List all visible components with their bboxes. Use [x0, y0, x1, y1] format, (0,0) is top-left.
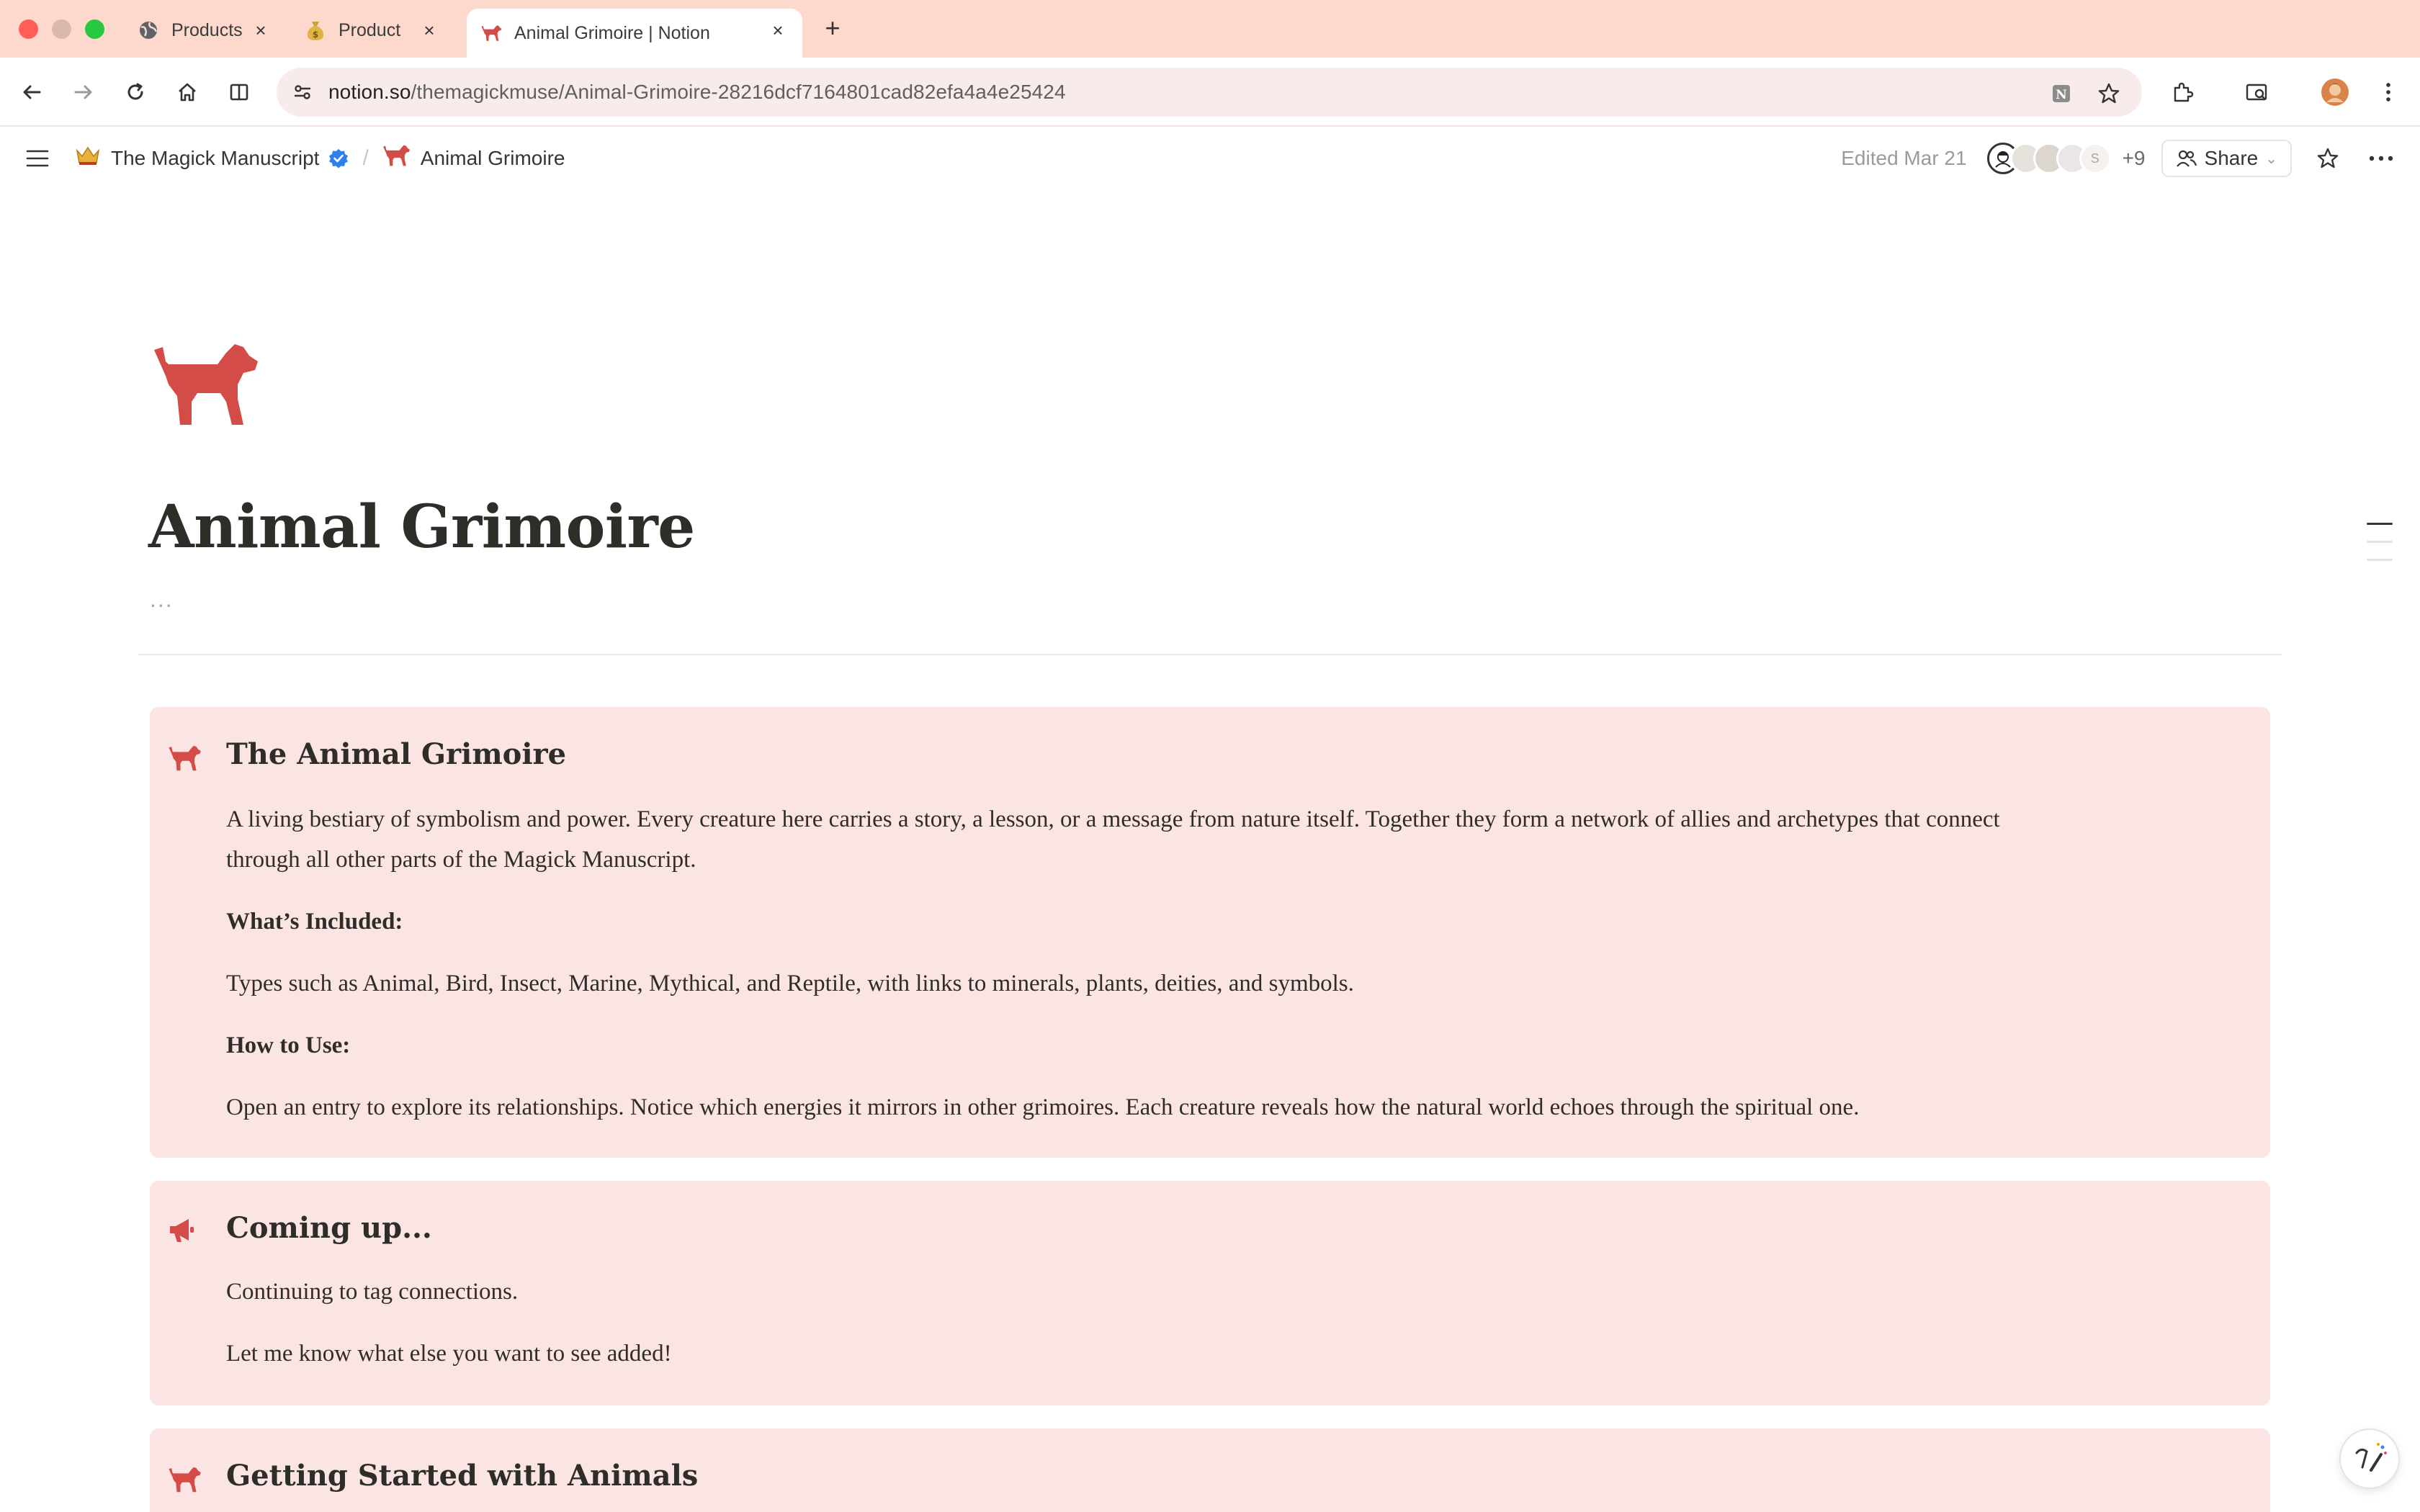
home-icon: [176, 81, 198, 103]
globe-icon: [137, 19, 160, 42]
tab-label: Product: [339, 19, 401, 40]
page-options-button[interactable]: [2364, 141, 2398, 176]
megaphone-icon: [167, 1217, 202, 1246]
close-icon[interactable]: ×: [424, 19, 435, 41]
arrow-left-icon: [21, 81, 42, 103]
toc-line: [2367, 523, 2393, 525]
chevron-down-icon: ⌄: [2265, 150, 2277, 167]
forward-button[interactable]: [68, 76, 99, 108]
arrow-right-icon: [73, 81, 94, 103]
reload-button[interactable]: [120, 76, 151, 108]
dog-icon: [480, 22, 503, 45]
callout-text: A living bestiary of symbolism and power. Every creature here carries a story, a lesson, or a message from nature itself. Together they form a network of allies and archetypes that connect: [226, 806, 2000, 832]
tab-search-button[interactable]: [2241, 76, 2273, 108]
viewer-avatars[interactable]: [1987, 143, 2111, 174]
browser-tab-animal-grimoire[interactable]: [467, 9, 802, 58]
callout-text: Open an entry to explore its relationships. Notice which energies it mirrors in other grimoires. Each creature reveals how the natural world echoes through the spiritual one.: [226, 1094, 1860, 1120]
callout-heading: Getting Started with Animals: [226, 1459, 699, 1493]
reload-icon: [125, 81, 146, 103]
dog-icon: [167, 1466, 202, 1495]
browser-tab-product[interactable]: [301, 9, 454, 52]
notion-ai-button[interactable]: [2339, 1428, 2400, 1489]
new-tab-button[interactable]: +: [825, 13, 841, 42]
back-button[interactable]: [16, 76, 48, 108]
tab-label: Products: [171, 19, 243, 40]
callout-coming-up: [150, 1181, 2270, 1405]
notion-extension-icon[interactable]: [2045, 78, 2077, 109]
breadcrumb-separator: /: [362, 146, 369, 170]
avatar: S: [2079, 143, 2111, 174]
site-info-icon[interactable]: [287, 76, 318, 108]
callout-subheading: How to Use:: [226, 1032, 351, 1058]
verified-badge-icon: [328, 148, 349, 169]
cast-search-icon: [2245, 81, 2269, 104]
close-icon[interactable]: ×: [255, 19, 266, 41]
dog-icon: [148, 341, 261, 428]
more-horizontal-icon: [2369, 156, 2393, 161]
topbar-actions: [1841, 141, 2398, 176]
callout-heading: Coming up...: [226, 1211, 432, 1245]
toc-line: [2367, 559, 2393, 561]
more-vertical-icon: [2385, 81, 2392, 103]
money-bag-icon: [304, 19, 327, 42]
window-zoom-button[interactable]: [85, 19, 104, 39]
puzzle-icon: [2171, 81, 2194, 104]
callout-getting-started: [150, 1428, 2270, 1512]
share-button[interactable]: [2161, 140, 2292, 177]
browser-menu-button[interactable]: [2372, 76, 2404, 108]
callout-text: through all other parts of the Magick Manuscript.: [226, 847, 696, 873]
breadcrumb: [22, 141, 565, 176]
page-icon-dog[interactable]: [148, 341, 261, 428]
sidebar-menu-button[interactable]: [22, 143, 53, 174]
toc-line: [2367, 541, 2393, 543]
address-bar[interactable]: [277, 68, 2142, 117]
svg-text:N: N: [2056, 88, 2067, 102]
extensions-button[interactable]: [2166, 76, 2198, 108]
close-icon[interactable]: ×: [772, 19, 784, 41]
breadcrumb-item-magick-manuscript[interactable]: The Magick Manuscript: [111, 147, 320, 169]
browser-tab-strip: [0, 0, 2420, 58]
edited-timestamp: Edited Mar 21: [1841, 147, 1967, 169]
extra-viewers-count[interactable]: +9: [2122, 147, 2146, 169]
tab-label: Animal Grimoire | Notion: [514, 22, 710, 43]
callout-heading: The Animal Grimoire: [226, 737, 567, 771]
browser-tab-products[interactable]: [134, 9, 285, 52]
split-view-icon: [228, 81, 250, 103]
profile-avatar[interactable]: [2319, 76, 2351, 108]
people-icon: [2176, 149, 2197, 168]
reading-mode-button[interactable]: [223, 76, 255, 108]
dog-icon: [382, 144, 411, 173]
url-text: [328, 81, 1066, 104]
callout-text: Types such as Animal, Bird, Insect, Marine, Mythical, and Reptile, with links to minerals, plants, deities, and symbols.: [226, 971, 1354, 996]
page-properties-toggle[interactable]: ...: [150, 586, 174, 612]
window-close-button[interactable]: [19, 19, 38, 39]
crown-icon: [75, 145, 101, 172]
browser-toolbar: [0, 58, 2420, 127]
callout-text: Let me know what else you want to see added!: [226, 1341, 672, 1367]
dog-icon: [167, 744, 202, 773]
callout-subheading: What’s Included:: [226, 909, 403, 935]
hamburger-icon: [26, 149, 49, 168]
magic-wand-icon: [2349, 1439, 2390, 1479]
home-button[interactable]: [171, 76, 203, 108]
divider: [138, 654, 2282, 655]
bookmark-star-icon[interactable]: [2093, 78, 2125, 109]
callout-animal-grimoire: [150, 707, 2270, 1158]
url-host: notion.so: [328, 81, 411, 103]
callout-text: Continuing to tag connections.: [226, 1279, 519, 1305]
notion-topbar: [0, 128, 2420, 189]
share-label: Share: [2204, 147, 2259, 169]
breadcrumb-item-animal-grimoire[interactable]: Animal Grimoire: [420, 147, 565, 169]
url-path: /themagickmuse/Animal-Grimoire-28216dcf7164801cad82efa4a4e25424: [411, 81, 1066, 103]
favorite-button[interactable]: [2311, 141, 2345, 176]
window-minimize-button[interactable]: [52, 19, 71, 39]
svg-text:$: $: [312, 30, 319, 40]
page-title[interactable]: Animal Grimoire: [148, 492, 695, 562]
table-of-contents-indicator[interactable]: [2367, 523, 2393, 577]
star-icon: [2316, 147, 2339, 170]
